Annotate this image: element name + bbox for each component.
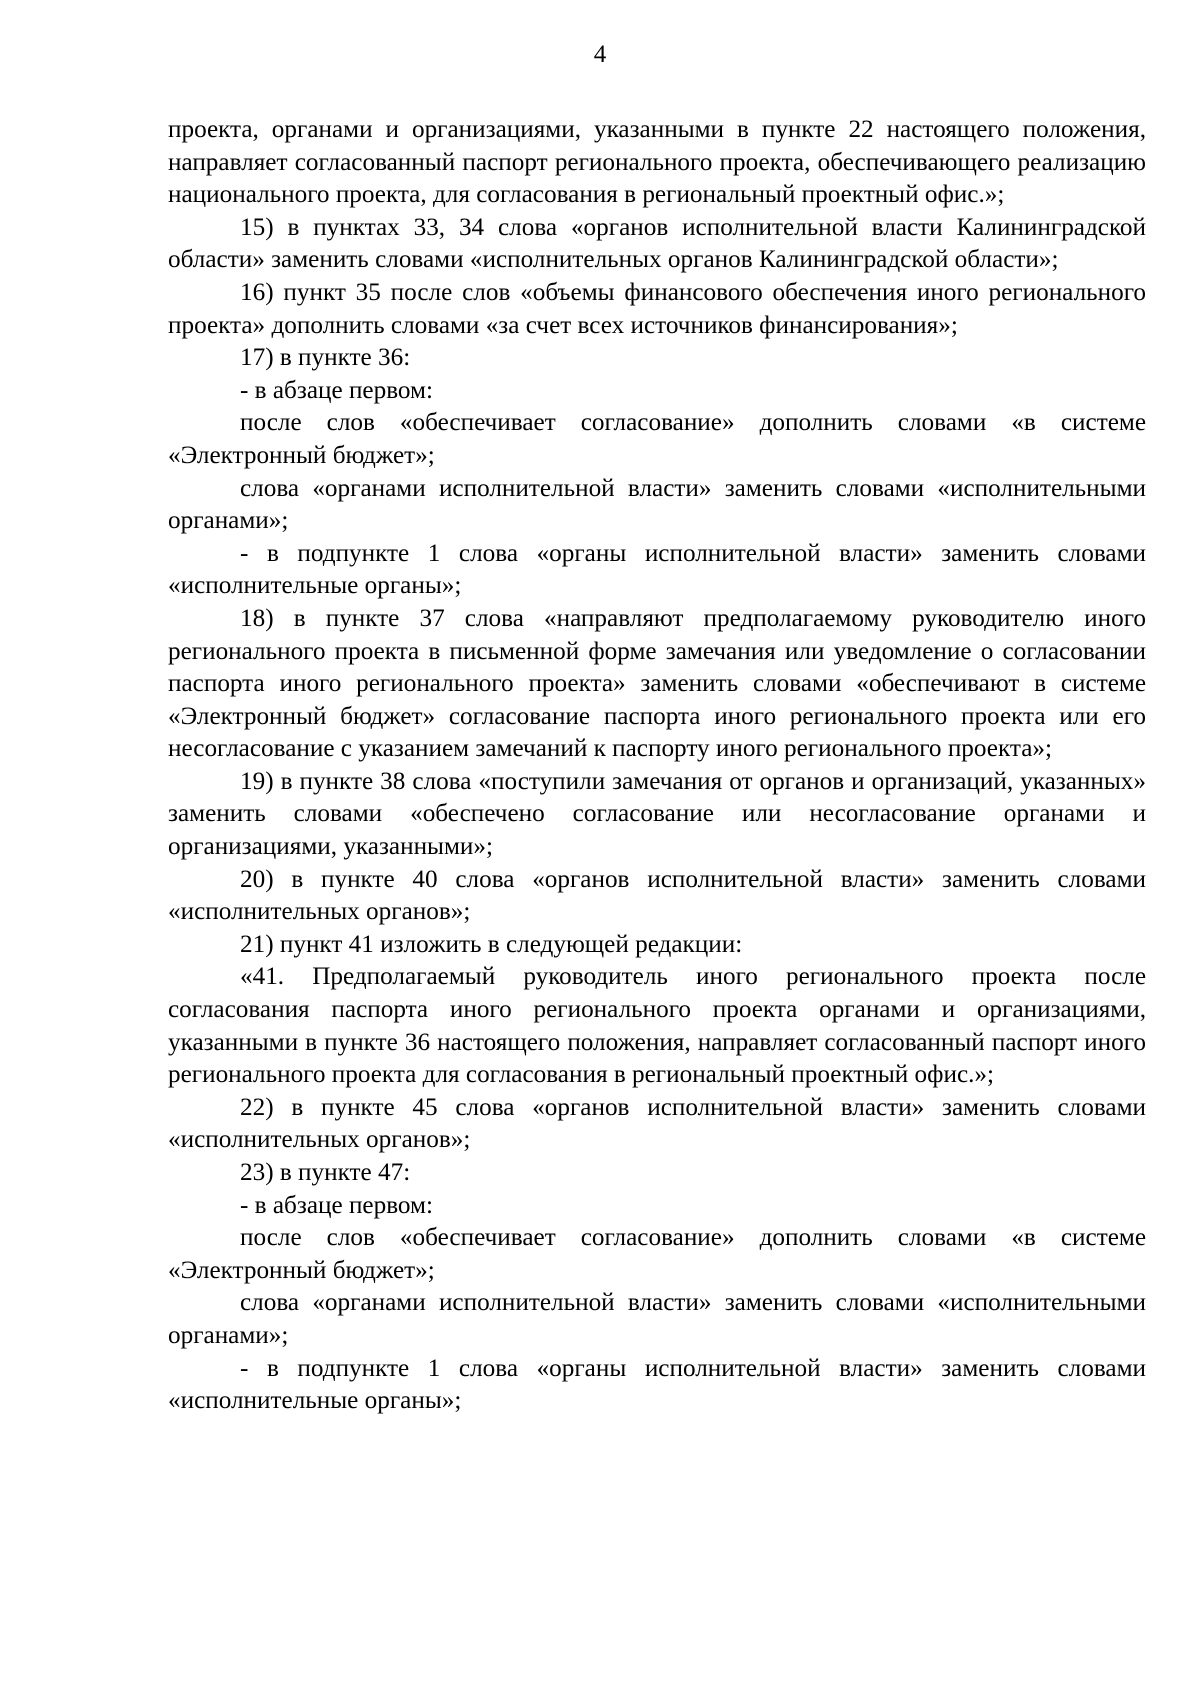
paragraph: после слов «обеспечивает согласование» дополнить словами «в системе «Электронный бюджет»; bbox=[168, 1224, 1146, 1284]
paragraph: - в абзаце первом: bbox=[240, 376, 433, 404]
paragraph: - в подпункте 1 слова «органы исполнительной власти» заменить словами «исполнительные органы»; bbox=[168, 539, 1146, 600]
paragraph: 23) в пункте 47: bbox=[240, 1159, 411, 1186]
paragraph: проекта, органами и организациями, указанными в пункте 22 настоящего положения, направляет согласованный паспорт регионального проекта, обеспечивающего реализацию национального проекта, для согласования в региональный проектный офис.»; bbox=[168, 116, 1146, 209]
page-number: 4 bbox=[593, 41, 607, 68]
paragraph: - в подпункте 1 слова «органы исполнительной власти» заменить словами «исполнительные органы»; bbox=[168, 1354, 1146, 1415]
document-body bbox=[168, 114, 1146, 1418]
paragraph: слова «органами исполнительной власти» заменить словами «исполнительными органами»; bbox=[168, 1289, 1146, 1349]
paragraph: «41. Предполагаемый руководитель иного регионального проекта после согласования паспорта иного регионального проекта органами и организациями, указанными в пункте 36 настоящего положения, направляет согласованный паспорт иного регионального проекта для согласования в региональный проектный офис.»; bbox=[168, 963, 1146, 1089]
paragraph: 22) в пункте 45 слова «органов исполнительной власти» заменить словами «исполнительных органов»; bbox=[168, 1093, 1146, 1154]
paragraph: 18) в пункте 37 слова «направляют предполагаемому руководителю иного регионального проекта в письменной форме замечания или уведомление о согласовании паспорта иного регионального проекта» заменить словами «обеспечивают в системе «Электронный бюджет» согласование паспорта иного регионального проекта или его несогласование с указанием замечаний к паспорту иного регионального проекта»; bbox=[168, 604, 1146, 763]
paragraph: 20) в пункте 40 слова «органов исполнительной власти» заменить словами «исполнительных органов»; bbox=[168, 865, 1146, 926]
paragraph: 17) в пункте 36: bbox=[240, 344, 411, 372]
paragraph: - в абзаце первом: bbox=[240, 1191, 433, 1219]
paragraph: 19) в пункте 38 слова «поступили замечания от органов и организаций, указанных» заменить словами «обеспечено согласование или несогласование органами и организациями, указанными»; bbox=[168, 767, 1146, 861]
paragraph: 15) в пунктах 33, 34 слова «органов исполнительной власти Калининградской области» заменить словами «исполнительных органов Калининградской области»; bbox=[168, 213, 1146, 274]
paragraph: после слов «обеспечивает согласование» дополнить словами «в системе «Электронный бюджет»; bbox=[168, 409, 1146, 469]
paragraph: 16) пункт 35 после слов «объемы финансового обеспечения иного регионального проекта» дополнить словами «за счет всех источников финансирования»; bbox=[168, 278, 1146, 339]
paragraph: слова «органами исполнительной власти» заменить словами «исполнительными органами»; bbox=[168, 474, 1146, 535]
paragraph: 21) пункт 41 изложить в следующей редакции: bbox=[240, 930, 743, 958]
